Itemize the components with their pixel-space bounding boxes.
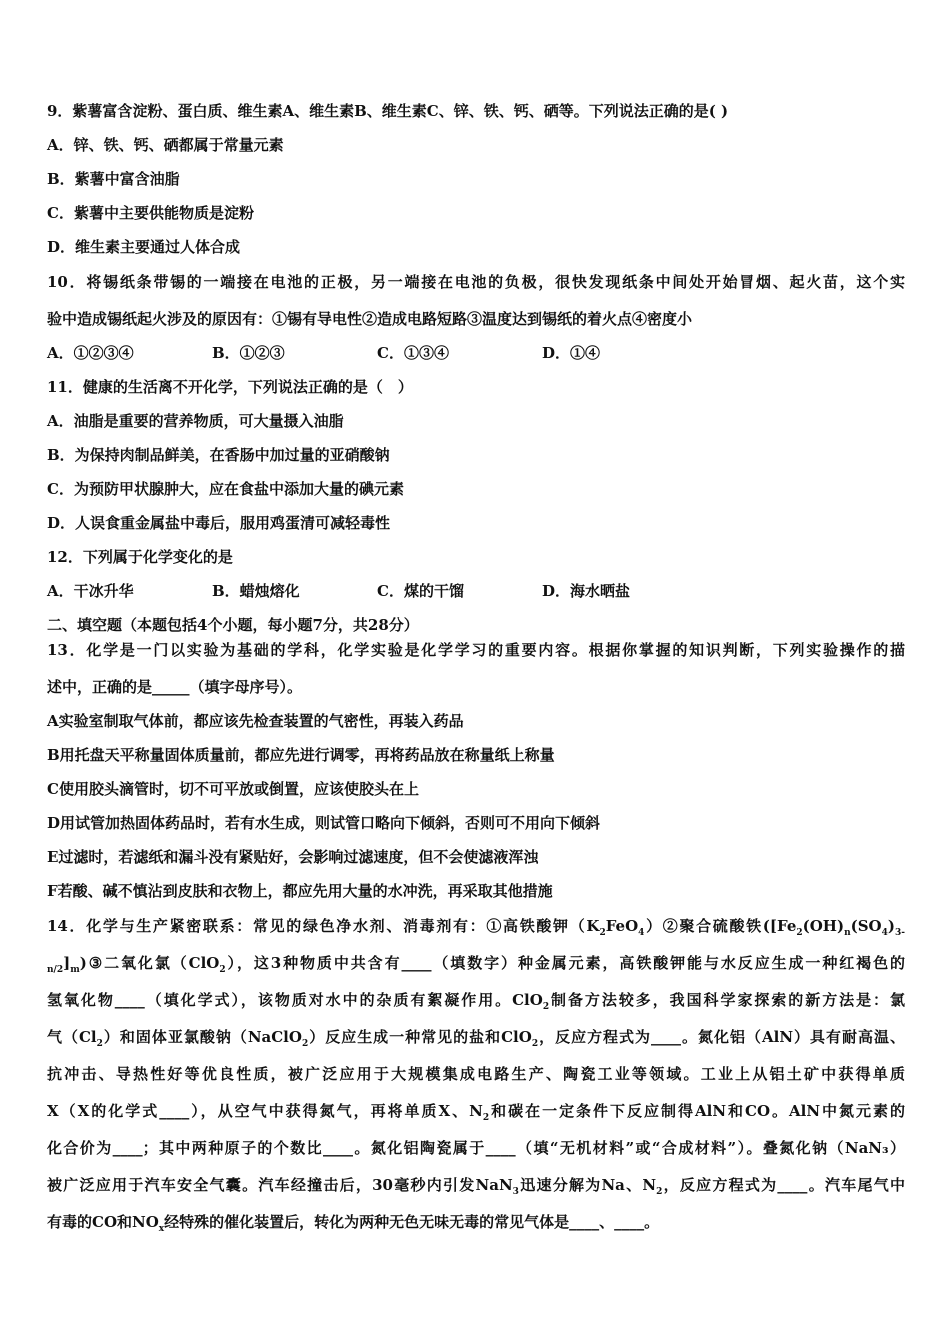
q14-line5: 抗冲击、导热性好等优良性质，被广泛应用于大规模集成电路生产、陶瓷工业等领域。工业上从铝土矿中获得单质 (47, 1065, 905, 1083)
q9-option-c: C．紫薯中主要供能物质是淀粉 (47, 204, 254, 222)
q10-stem-line1: 10．将锡纸条带锡的一端接在电池的正极，另一端接在电池的负极，很快发现纸条中间处开始冒烟、起火苗，这个实 (47, 273, 905, 291)
q13-item-c: C使用胶头滴管时，切不可平放或倒置，应该使胶头在上 (47, 780, 419, 798)
q10-option-b: B．①②③ (212, 344, 285, 362)
q10-stem-line2: 验中造成锡纸起火涉及的原因有：①锡有导电性②造成电路短路③温度达到锡纸的着火点④密度小 (47, 310, 693, 328)
q10-option-c: C．①③④ (377, 344, 449, 362)
q11-option-b: B．为保持肉制品鲜美，在香肠中加过量的亚硝酸钠 (47, 446, 390, 464)
q13-item-e: E过滤时，若滤纸和漏斗没有紧贴好，会影响过滤速度，但不会使滤液浑浊 (47, 848, 539, 866)
q9-stem: 9．紫薯富含淀粉、蛋白质、维生素A、维生素B、维生素C、锌、铁、钙、硒等。下列说法正确的是( ) (47, 102, 729, 120)
q12-option-d: D．海水晒盐 (542, 582, 631, 600)
q9-option-a: A．锌、铁、钙、硒都属于常量元素 (47, 136, 284, 154)
q13-item-f: F若酸、碱不慎沾到皮肤和衣物上，都应先用大量的水冲洗，再采取其他措施 (47, 882, 553, 900)
q11-option-d: D．人误食重金属盐中毒后，服用鸡蛋清可减轻毒性 (47, 514, 391, 532)
q13-stem-line2: 述中，正确的是_____（填字母序号）。 (47, 678, 303, 696)
q14-line3: 氢氧化物____（填化学式），该物质对水中的杂质有絮凝作用。ClO$_2$制备方法较多，我国科学家探索的新方法是：氯 (47, 991, 905, 1012)
q13-item-a: A实验室制取气体前，都应该先检查装置的气密性，再装入药品 (47, 712, 464, 730)
q12-option-a: A．干冰升华 (47, 582, 134, 600)
q13-stem-line1: 13．化学是一门以实验为基础的学科，化学实验是化学学习的重要内容。根据你掌握的知识判断，下列实验操作的描 (47, 641, 905, 659)
section-title: 二、填空题（本题包括4个小题，每小题7分，共28分） (47, 616, 419, 634)
q14-line1: 14．化学与生产紧密联系：常见的绿色净水剂、消毒剂有：①高铁酸钾$(K_2FeO_4)②$聚合硫酸铁([$Fe_2(OH)_n(SO_4)_{3-}$ (47, 917, 905, 938)
q10-option-d: D．①④ (542, 344, 601, 362)
q10-option-a: A．①②③④ (47, 344, 134, 362)
q11-option-c: C．为预防甲状腺肿大，应在食盐中添加大量的碘元素 (47, 480, 404, 498)
q12-stem: 12．下列属于化学变化的是 (47, 548, 233, 566)
q12-option-b: B．蜡烛熔化 (212, 582, 300, 600)
q14-line8: 被广泛应用于汽车安全气囊。汽车经撞击后，30毫秒内引发NaN$_3$迅速分解为Na、$N_2$，反应方程式为____。汽车尾气中 (47, 1176, 905, 1197)
q14-line7: 化合价为____；其中两种原子的个数比____。氮化铝陶瓷属于____（填“无机材料”或“合成材料”）。叠氮化钠（NaN₃） (47, 1139, 905, 1157)
q14-line6: X（X的化学式____），从空气中获得氮气，再将单质X、$N_2$和碳在一定条件下反应制得AlN和CO。AlN中氮元素的 (47, 1102, 905, 1123)
q13-item-d: D用试管加热固体药品时，若有水生成，则试管口略向下倾斜，否则可不用向下倾斜 (47, 814, 601, 832)
q14-line2: $_{n/2}]_m)③$二氧化氯（ClO$_2$），这3种物质中共含有____（填数字）种金属元素，高铁酸钾能与水反应生成一种红褐色的 (47, 954, 905, 975)
q14-line9: 有毒的CO和$NO_x$经特殊的催化装置后，转化为两种无色无味无毒的常见气体是____、____。 (47, 1213, 660, 1234)
q9-option-b: B．紫薯中富含油脂 (47, 170, 180, 188)
q11-option-a: A．油脂是重要的营养物质，可大量摄入油脂 (47, 412, 344, 430)
q11-stem: 11．健康的生活离不开化学，下列说法正确的是（ ） (47, 378, 413, 396)
q13-item-b: B用托盘天平称量固体质量前，都应先进行调零，再将药品放在称量纸上称量 (47, 746, 555, 764)
q14-line4: 气$(Cl_2)$和固体亚氯酸钠（NaClO$_2$）反应生成一种常见的盐和ClO$_2$，反应方程式为____。氮化铝（AlN）具有耐高温、 (47, 1028, 905, 1049)
q9-option-d: D．维生素主要通过人体合成 (47, 238, 241, 256)
q12-option-c: C．煤的干馏 (377, 582, 464, 600)
